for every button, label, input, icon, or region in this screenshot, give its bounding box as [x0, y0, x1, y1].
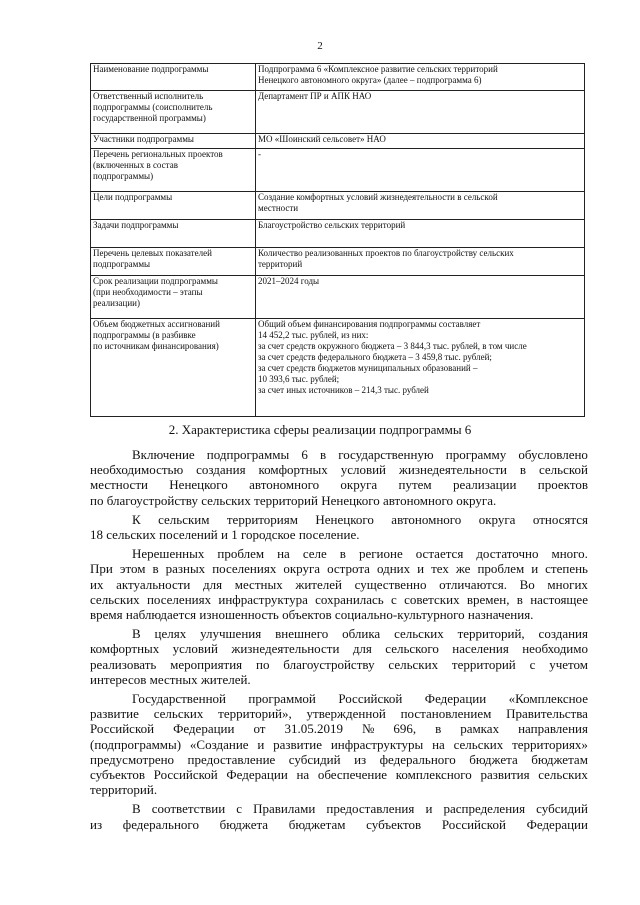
cell-line: реализации)	[93, 298, 140, 308]
passport-row	[91, 64, 585, 91]
paragraph-line: К сельским территориям Ненецкого автономного округа относятся	[132, 511, 588, 527]
section-heading: 2. Характеристика сферы реализации подпрограммы 6	[168, 422, 472, 437]
cell-line: местности	[258, 203, 299, 213]
paragraph	[90, 546, 588, 622]
passport-row	[91, 220, 585, 248]
paragraph-line: 18 сельских поселений и 1 городское поселение.	[90, 527, 360, 543]
cell-line: (включенных в состав	[93, 160, 178, 170]
passport-value-cell	[256, 134, 585, 149]
paragraph-line: Российской Федерации от 31.05.2019 № 696, в рамках направления	[90, 721, 588, 737]
passport-value-cell	[256, 276, 585, 319]
passport-row	[91, 192, 585, 220]
cell-line: подпрограммы)	[93, 171, 154, 181]
cell-line: подпрограммы (в разбивке	[93, 330, 196, 340]
paragraph	[90, 626, 588, 687]
paragraph-line: местности Ненецкого автономного округа путем реализации проектов	[90, 477, 588, 493]
page-number: 2	[317, 40, 323, 52]
paragraph-line: В соответствии с Правилами предоставления и распределения субсидий	[132, 801, 588, 817]
passport-row	[91, 319, 585, 417]
cell-line: территорий	[258, 259, 303, 269]
paragraph-line: интересов местных жителей.	[90, 671, 251, 687]
passport-value-cell	[256, 64, 585, 91]
paragraph	[90, 801, 588, 831]
cell-line: Ненецкого автономного округа» (далее – подпрограмма 6)	[258, 75, 482, 85]
cell-line: Перечень региональных проектов	[93, 149, 223, 159]
paragraph-line: время наблюдается изношенность объектов социально-культурного назначения.	[90, 607, 534, 623]
cell-line: Объем бюджетных ассигнований	[93, 319, 220, 329]
cell-line: за счет средств федерального бюджета – 3 459,8 тыс. рублей;	[258, 352, 492, 362]
cell-line: Департамент ПР и АПК НАО	[258, 91, 372, 101]
passport-label-cell	[91, 276, 256, 319]
cell-line: государственной программы)	[93, 113, 206, 123]
paragraph-line: предусмотрено предоставление субсидий из федерального бюджета бюджетам	[90, 751, 588, 767]
passport-label-cell	[91, 220, 256, 248]
cell-line: Ответственный исполнитель	[93, 91, 204, 101]
paragraph-line: их актуальности для местных жителей существенно отличаются. Во многих	[90, 576, 588, 592]
cell-line: подпрограммы (соисполнитель	[93, 102, 213, 112]
paragraph	[90, 691, 588, 797]
cell-line: Перечень целевых показателей	[93, 248, 212, 258]
cell-line: Количество реализованных проектов по благоустройству сельских	[258, 248, 514, 258]
cell-line: Подпрограмма 6 «Комплексное развитие сельских территорий	[258, 64, 498, 74]
passport-row	[91, 276, 585, 319]
paragraph-line: В целях улучшения внешнего облика сельских территорий, создания	[132, 626, 588, 642]
cell-line: по источникам финансирования)	[93, 341, 219, 351]
passport-value-cell	[256, 248, 585, 276]
cell-line: Благоустройство сельских территорий	[258, 220, 406, 230]
paragraph-line: Нерешенных проблем на селе в регионе остается достаточно много.	[132, 546, 588, 562]
cell-line: Общий объем финансирования подпрограммы составляет	[258, 319, 481, 329]
paragraph-line: необходимостью создания комфортных условий жизнедеятельности в сельской	[90, 462, 588, 478]
cell-line: за счет иных источников – 214,3 тыс. рублей	[258, 385, 429, 395]
cell-line: Наименование подпрограммы	[93, 64, 209, 74]
cell-line: 10 393,6 тыс. рублей;	[258, 374, 340, 384]
passport-value-cell	[256, 319, 585, 417]
subprogram-passport-table	[90, 63, 585, 417]
paragraph-line: по благоустройству сельских территорий Ненецкого автономного округа.	[90, 492, 497, 508]
passport-label-cell	[91, 91, 256, 134]
paragraph-line: При этом в разных поселениях округа острота одних и тех же проблем и степень	[90, 561, 588, 577]
cell-line: Задачи подпрограммы	[93, 220, 179, 230]
cell-line: Цели подпрограммы	[93, 192, 173, 202]
passport-row	[91, 149, 585, 192]
passport-label-cell	[91, 248, 256, 276]
passport-row	[91, 134, 585, 149]
passport-value-cell	[256, 91, 585, 134]
passport-row	[91, 248, 585, 276]
cell-line: подпрограммы	[93, 259, 151, 269]
paragraph-line: Включение подпрограммы 6 в государственную программу обусловлено	[132, 447, 588, 462]
paragraph-line: реализовать мероприятия по благоустройству сельских территорий с учетом	[90, 656, 588, 672]
paragraph-line: комфортных условий жизнедеятельности для сельского населения необходимо	[90, 641, 588, 657]
paragraph-line: (подпрограммы) «Создание и развитие инфраструктуры на сельских территориях»	[90, 736, 588, 752]
passport-label-cell	[91, 319, 256, 417]
paragraph-line: из федерального бюджета бюджетам субъектов Российской Федерации	[90, 816, 588, 832]
cell-line: за счет средств окружного бюджета – 3 844,3 тыс. рублей, в том числе	[258, 341, 527, 351]
passport-label-cell	[91, 64, 256, 91]
passport-label-cell	[91, 192, 256, 220]
cell-line: за счет средств бюджетов муниципальных образований –	[258, 363, 478, 373]
cell-line: Участники подпрограммы	[93, 134, 194, 144]
passport-value-cell	[256, 149, 585, 192]
paragraph-line: субъектов Российской Федерации на обеспечение комплексного развития сельских	[90, 767, 588, 783]
cell-line: -	[258, 149, 261, 159]
cell-line: (при необходимости – этапы	[93, 287, 203, 297]
passport-label-cell	[91, 134, 256, 149]
paragraph-line: сельских поселениях инфраструктура сохранилась с советских времен, в настоящее	[90, 591, 588, 607]
paragraph	[90, 447, 588, 508]
body-text	[90, 447, 588, 832]
paragraph	[90, 512, 588, 542]
passport-value-cell	[256, 192, 585, 220]
paragraph-line: развитие сельских территорий», утвержденной постановлением Правительства	[90, 706, 588, 722]
paragraph-line: территорий.	[90, 782, 158, 798]
cell-line: 14 452,2 тыс. рублей, из них:	[258, 330, 369, 340]
cell-line: Срок реализации подпрограммы	[93, 276, 218, 286]
passport-label-cell	[91, 149, 256, 192]
paragraph-line: Государственной программой Российской Федерации «Комплексное	[132, 691, 588, 707]
cell-line: 2021–2024 годы	[258, 276, 320, 286]
cell-line: МО «Шоинский сельсовет» НАО	[258, 134, 386, 144]
cell-line: Создание комфортных условий жизнедеятельности в сельской	[258, 192, 498, 202]
passport-value-cell	[256, 220, 585, 248]
passport-row	[91, 91, 585, 134]
